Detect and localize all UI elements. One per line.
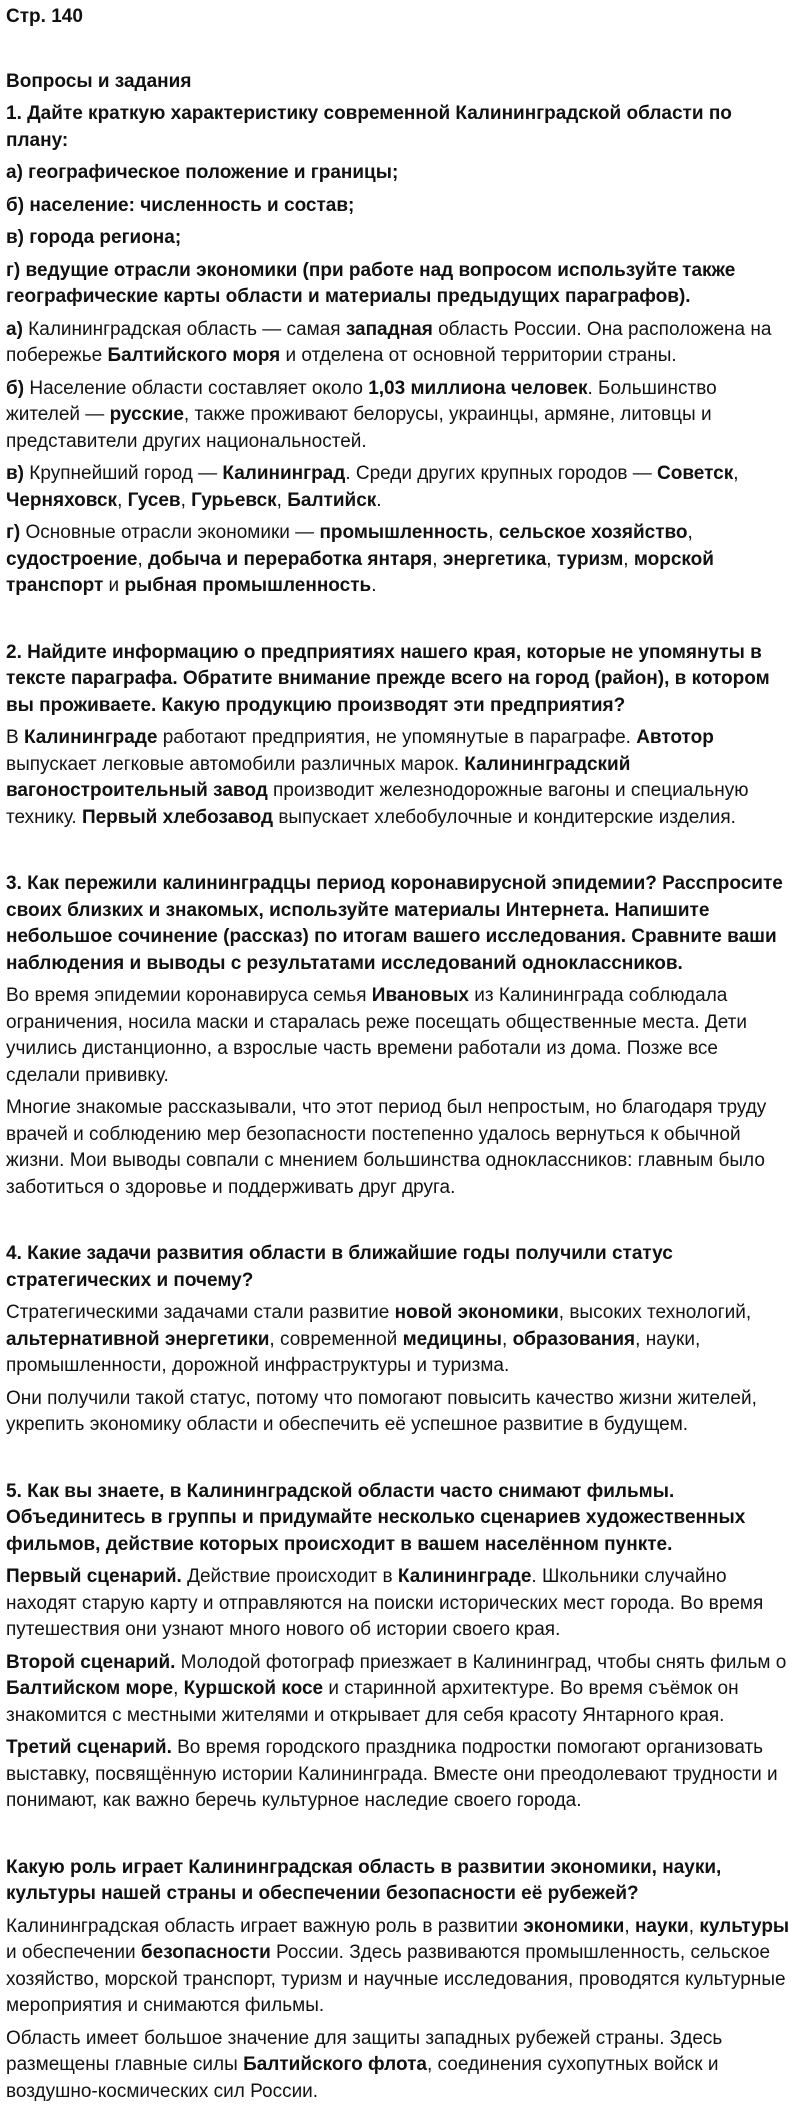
question-text: 3. Как пережили калининградцы период коронавирусной эпидемии? Расспросите своих близких и знакомых, используйте материалы Интернета. Напишите небольшое сочинение (рассказ) по итогам вашего исследования. Сравните ваши наблюдения и выводы с результатами исследований одноклассников.: [6, 871, 790, 977]
question-block: [6, 101, 790, 600]
question-text: б) население: численность и состав;: [6, 193, 790, 220]
answer-text: выпускает хлебобулочные и кондитерские изделия.: [273, 807, 736, 828]
answer-bold-text: культуры: [699, 1916, 789, 1937]
answer-bold-text: Балтийского флота: [243, 2054, 427, 2075]
answer-bold-text: медицины: [403, 1329, 502, 1350]
answer-bold-text: сельское хозяйство: [499, 522, 688, 543]
answer-text: , современной: [269, 1329, 402, 1350]
question-text: 1. Дайте краткую характеристику современной Калининградской области по плану:: [6, 101, 790, 154]
answer-text: Во время эпидемии коронавируса семья: [6, 985, 372, 1006]
answer-bold-text: Советск: [657, 463, 733, 484]
answer-text: России. Здесь развиваются промышленность, сельское хозяйство, морской транспорт, туризм и научные исследования, проводятся культурные мероприятия и снимаются фильмы.: [6, 1942, 786, 2016]
answer-text: Они получили такой статус, потому что помогают повысить качество жизни жителей, укрепить экономику области и обеспечить её успешное развитие в будущем.: [6, 1388, 757, 1436]
answer-paragraph: [6, 1095, 790, 1201]
answer-text: ,: [488, 522, 499, 543]
answer-bold-text: Гурьевск: [191, 490, 277, 511]
answer-bold-text: Второй сценарий.: [6, 1652, 175, 1673]
section-spacer: [6, 1821, 790, 1855]
answer-text: В: [6, 727, 24, 748]
answer-text: ,: [117, 490, 128, 511]
question-block: [6, 1479, 790, 1815]
answer-text: Молодой фотограф приезжает в Калининград, чтобы снять фильм о: [175, 1652, 786, 1673]
answer-paragraph: [6, 1735, 790, 1815]
answer-bold-text: образования: [513, 1329, 636, 1350]
section-heading: Вопросы и задания: [6, 69, 790, 96]
answer-text: и старинной архитектуре. Во время съёмок он знакомится с местными жителями и открывает для себя красоту Янтарного края.: [6, 1678, 739, 1726]
answer-text: ,: [624, 1916, 635, 1937]
answer-text: Область имеет большое значение для защиты западных рубежей страны. Здесь размещены главные силы: [6, 2028, 722, 2076]
answer-text: ,: [688, 522, 693, 543]
question-text: г) ведущие отрасли экономики (при работе над вопросом используйте также географические карты области и материалы предыдущих параграфов).: [6, 258, 790, 311]
answer-text: Основные отрасли экономики —: [20, 522, 319, 543]
answer-paragraph: [6, 1914, 790, 2020]
answer-bold-text: альтернативной энергетики: [6, 1329, 269, 1350]
answer-text: ,: [623, 549, 634, 570]
section-spacer: [6, 837, 790, 871]
questions-container: [6, 101, 790, 2105]
answer-bold-text: Балтийском море: [6, 1678, 173, 1699]
question-block: [6, 1241, 790, 1439]
answer-bold-text: рыбная промышленность: [124, 575, 371, 596]
answer-text: ,: [733, 463, 738, 484]
answer-text: ,: [277, 490, 288, 511]
question-block: [6, 871, 790, 1201]
answer-bold-text: б): [6, 378, 24, 399]
question-text: в) города региона;: [6, 225, 790, 252]
answer-paragraph: [6, 461, 790, 514]
answer-paragraph: [6, 1386, 790, 1439]
page-number-label: Стр. 140: [6, 4, 790, 31]
answer-text: . Среди других крупных городов —: [345, 463, 657, 484]
answer-text: и отделена от основной территории страны.: [280, 345, 676, 366]
answer-text: ,: [502, 1329, 513, 1350]
answer-text: работают предприятия, не упомянутые в параграфе.: [157, 727, 636, 748]
answer-text: Многие знакомые рассказывали, что этот период был непростым, но благодаря труду врачей и соблюдению мер безопасности постепенно удалось вернуться к обычной жизни. Мои выводы совпали с мнением большинства одноклассников: главным было заботиться о здоровье и поддерживать друг друга.: [6, 1097, 766, 1198]
answer-paragraph: [6, 1650, 790, 1730]
answer-paragraph: [6, 1300, 790, 1380]
answer-bold-text: энергетика: [443, 549, 546, 570]
answer-text: ,: [432, 549, 443, 570]
answer-text: ,: [137, 549, 148, 570]
answer-bold-text: Ивановых: [372, 985, 469, 1006]
answer-bold-text: добыча и переработка янтаря: [148, 549, 432, 570]
answer-paragraph: [6, 725, 790, 831]
answer-text: ,: [173, 1678, 184, 1699]
answer-text: Население области составляет около: [24, 378, 368, 399]
answer-bold-text: Балтийского моря: [107, 345, 280, 366]
answer-text: , науки, промышленности, дорожной инфраструктуры и туризма.: [6, 1329, 700, 1377]
section-spacer: [6, 606, 790, 640]
question-text: Какую роль играет Калининградская область в развитии экономики, науки, культуры нашей страны и обеспечении безопасности её рубежей?: [6, 1855, 790, 1908]
answer-text: ,: [546, 549, 557, 570]
answer-text: Во время городского праздника подростки помогают организовать выставку, посвящённую истории Калининграда. Вместе они преодолевают трудности и понимают, как важно беречь культурное наследие своего города.: [6, 1737, 778, 1811]
answer-text: из Калининграда соблюдала ограничения, носила маски и старалась реже посещать общественные места. Дети учились дистанционно, а взрослые часть времени работали из дома. Позже все сделали прививку.: [6, 985, 747, 1086]
answer-bold-text: г): [6, 522, 20, 543]
answer-paragraph: [6, 317, 790, 370]
answer-text: Стратегическими задачами стали развитие: [6, 1302, 395, 1323]
answer-text: ,: [181, 490, 192, 511]
answer-text: Действие происходит в: [182, 1566, 398, 1587]
answer-bold-text: Куршской косе: [184, 1678, 324, 1699]
question-text: 4. Какие задачи развития области в ближайшие годы получили статус стратегических и почему?: [6, 1241, 790, 1294]
answer-bold-text: Черняховск: [6, 490, 117, 511]
section-spacer: [6, 1445, 790, 1479]
answer-paragraph: [6, 1564, 790, 1644]
answer-text: , соединения сухопутных войск и воздушно-космических сил России.: [6, 2054, 718, 2102]
question-text: а) географическое положение и границы;: [6, 160, 790, 187]
answer-text: . Большинство жителей —: [6, 378, 717, 426]
answer-bold-text: Балтийск: [287, 490, 376, 511]
answer-paragraph: [6, 2026, 790, 2105]
answer-bold-text: 1,03 миллиона человек: [368, 378, 587, 399]
question-text: 2. Найдите информацию о предприятиях нашего края, которые не упомянуты в тексте параграфа. Обратите внимание прежде всего на город (район), в котором вы проживаете. Какую продукцию производят эти предприятия?: [6, 640, 790, 720]
answer-text: .: [376, 490, 381, 511]
answer-text: область России. Она расположена на побережье: [6, 319, 771, 367]
answer-bold-text: Калининград: [222, 463, 345, 484]
answer-text: . Школьники случайно находят старую карту и отправляются на поиски исторических мест города. Во время путешествия они узнают много нового об истории своего края.: [6, 1566, 763, 1640]
answer-text: выпускает легковые автомобили различных марок.: [6, 754, 464, 775]
page: [6, 4, 790, 2105]
answer-bold-text: Первый хлебозавод: [82, 807, 273, 828]
answer-bold-text: русские: [110, 404, 184, 425]
answer-text: , также проживают белорусы, украинцы, армяне, литовцы и представители других национальностей.: [6, 404, 712, 452]
answer-bold-text: Третий сценарий.: [6, 1737, 172, 1758]
answer-bold-text: Гусев: [128, 490, 181, 511]
answer-text: производит железнодорожные вагоны и специальную технику.: [6, 780, 749, 828]
question-block: [6, 1855, 790, 2105]
answer-bold-text: западная: [346, 319, 433, 340]
answer-text: и обеспечении: [6, 1942, 141, 1963]
answer-text: и: [103, 575, 124, 596]
answer-paragraph: [6, 376, 790, 456]
answer-bold-text: в): [6, 463, 24, 484]
answer-text: Калининградская область — самая: [23, 319, 346, 340]
answer-text: ,: [689, 1916, 700, 1937]
answer-text: Калининградская область играет важную роль в развитии: [6, 1916, 523, 1937]
answer-bold-text: Калининграде: [398, 1566, 532, 1587]
answer-bold-text: науки: [635, 1916, 689, 1937]
answer-bold-text: морской транспорт: [6, 549, 714, 597]
answer-bold-text: Автотор: [636, 727, 714, 748]
answer-bold-text: Калининграде: [24, 727, 158, 748]
answer-bold-text: новой экономики: [395, 1302, 559, 1323]
answer-bold-text: промышленность: [319, 522, 488, 543]
answer-paragraph: [6, 520, 790, 600]
answer-bold-text: судостроение: [6, 549, 137, 570]
answer-text: , высоких технологий,: [559, 1302, 751, 1323]
section-spacer: [6, 1207, 790, 1241]
answer-bold-text: Калининградский вагоностроительный завод: [6, 754, 630, 802]
answer-bold-text: безопасности: [141, 1942, 271, 1963]
answer-bold-text: а): [6, 319, 23, 340]
answer-text: .: [371, 575, 376, 596]
answer-bold-text: туризм: [557, 549, 623, 570]
answer-bold-text: экономики: [523, 1916, 624, 1937]
answer-text: Крупнейший город —: [24, 463, 222, 484]
question-block: [6, 640, 790, 832]
answer-paragraph: [6, 983, 790, 1089]
question-text: 5. Как вы знаете, в Калининградской области часто снимают фильмы. Объединитесь в группы и придумайте несколько сценариев художественных фильмов, действие которых происходит в вашем населённом пункте.: [6, 1479, 790, 1559]
answer-bold-text: Первый сценарий.: [6, 1566, 182, 1587]
